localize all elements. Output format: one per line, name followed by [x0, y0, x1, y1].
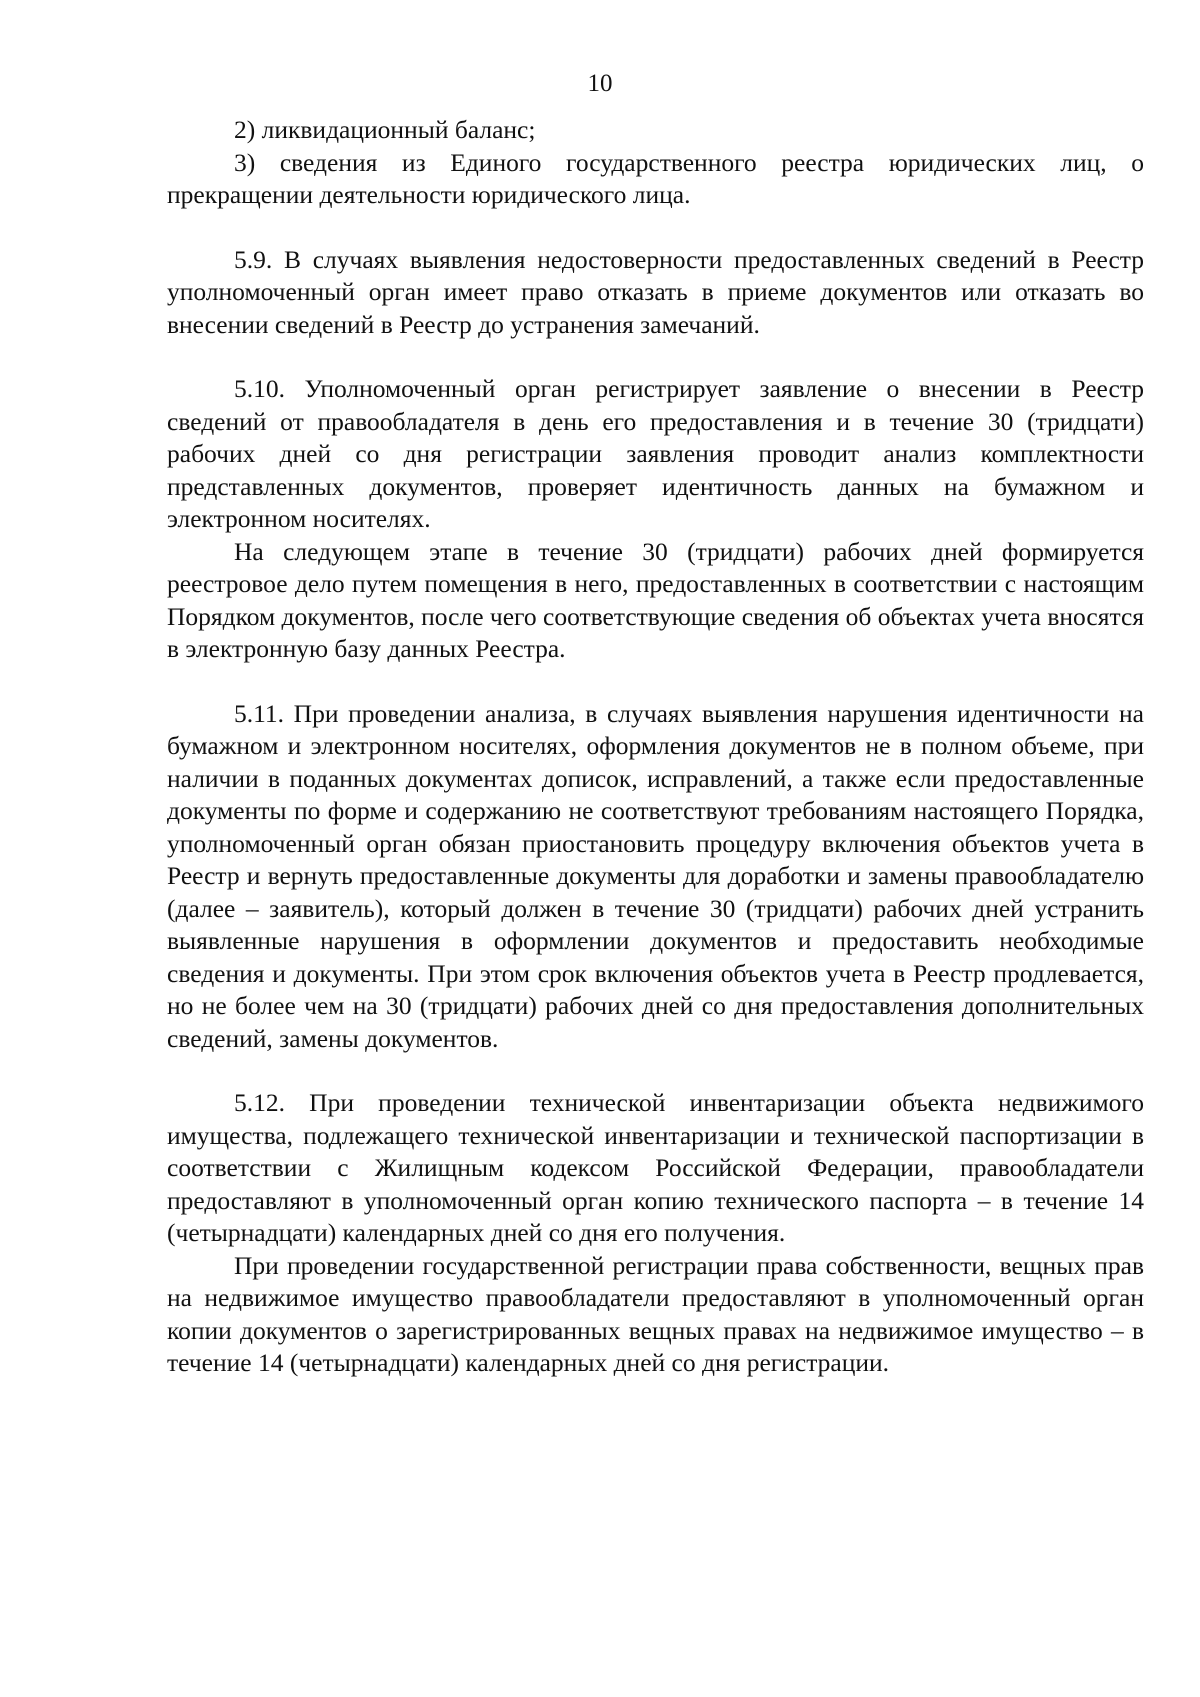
paragraph-liquidation-balance: 2) ликвидационный баланс;	[234, 115, 536, 144]
paragraph-5-12-registration: При проведении государственной регистрации права собственности, вещных прав на недвижимое имущество правообладатели предоставляют в уполномоченный орган копии документов о зарегистрированных вещных правах на недвижимое имущество – в течение 14 (четырнадцати) календарных дней со дня регистрации.	[167, 1250, 1144, 1377]
document-body	[167, 114, 1144, 1380]
paragraph-egrul-info: 3) сведения из Единого государственного реестра юридических лиц, о прекращении деятельности юридического лица.	[167, 147, 1144, 209]
paragraph-5-10: 5.10. Уполномоченный орган регистрирует заявление о внесении в Реестр сведений от правообладателя в день его предоставления и в течение 30 (тридцати) рабочих дней со дня регистрации заявления проводит анализ комплектности представленных документов, проверяет идентичность данных на бумажном и электронном носителях.	[167, 374, 1144, 533]
paragraph-5-9: 5.9. В случаях выявления недостоверности предоставленных сведений в Реестр уполномоченный орган имеет право отказать в приеме документов или отказать во внесении сведений в Реестр до устранения замечаний.	[167, 244, 1144, 339]
paragraph-5-12: 5.12. При проведении технической инвентаризации объекта недвижимого имущества, подлежащего технической инвентаризации и технической паспортизации в соответствии с Жилищным кодексом Российской Федерации, правообладатели предоставляют в уполномоченный орган копию технического паспорта – в течение 14 (четырнадцати) календарных дней со дня его получения.	[167, 1088, 1144, 1247]
paragraph-5-10-next-stage: На следующем этапе в течение 30 (тридцати) рабочих дней формируется реестровое дело путем помещения в него, предоставленных в соответствии с настоящим Порядком документов, после чего соответствующие сведения об объектах учета вносятся в электронную базу данных Реестра.	[167, 536, 1144, 663]
paragraph-5-11: 5.11. При проведении анализа, в случаях выявления нарушения идентичности на бумажном и электронном носителях, оформления документов не в полном объеме, при наличии в поданных документах дописок, исправлений, а также если предоставленные документы по форме и содержанию не соответствуют требованиям настоящего Порядка, уполномоченный орган обязан приостановить процедуру включения объектов учета в Реестр и вернуть предоставленные документы для доработки и замены правообладателю (далее – заявитель), который должен в течение 30 (тридцати) рабочих дней устранить выявленные нарушения в оформлении документов и предоставить необходимые сведения и документы. При этом срок включения объектов учета в Реестр продлевается, но не более чем на 30 (тридцати) рабочих дней со дня предоставления дополнительных сведений, замены документов.	[167, 698, 1144, 1053]
page-number: 10	[587, 70, 613, 97]
